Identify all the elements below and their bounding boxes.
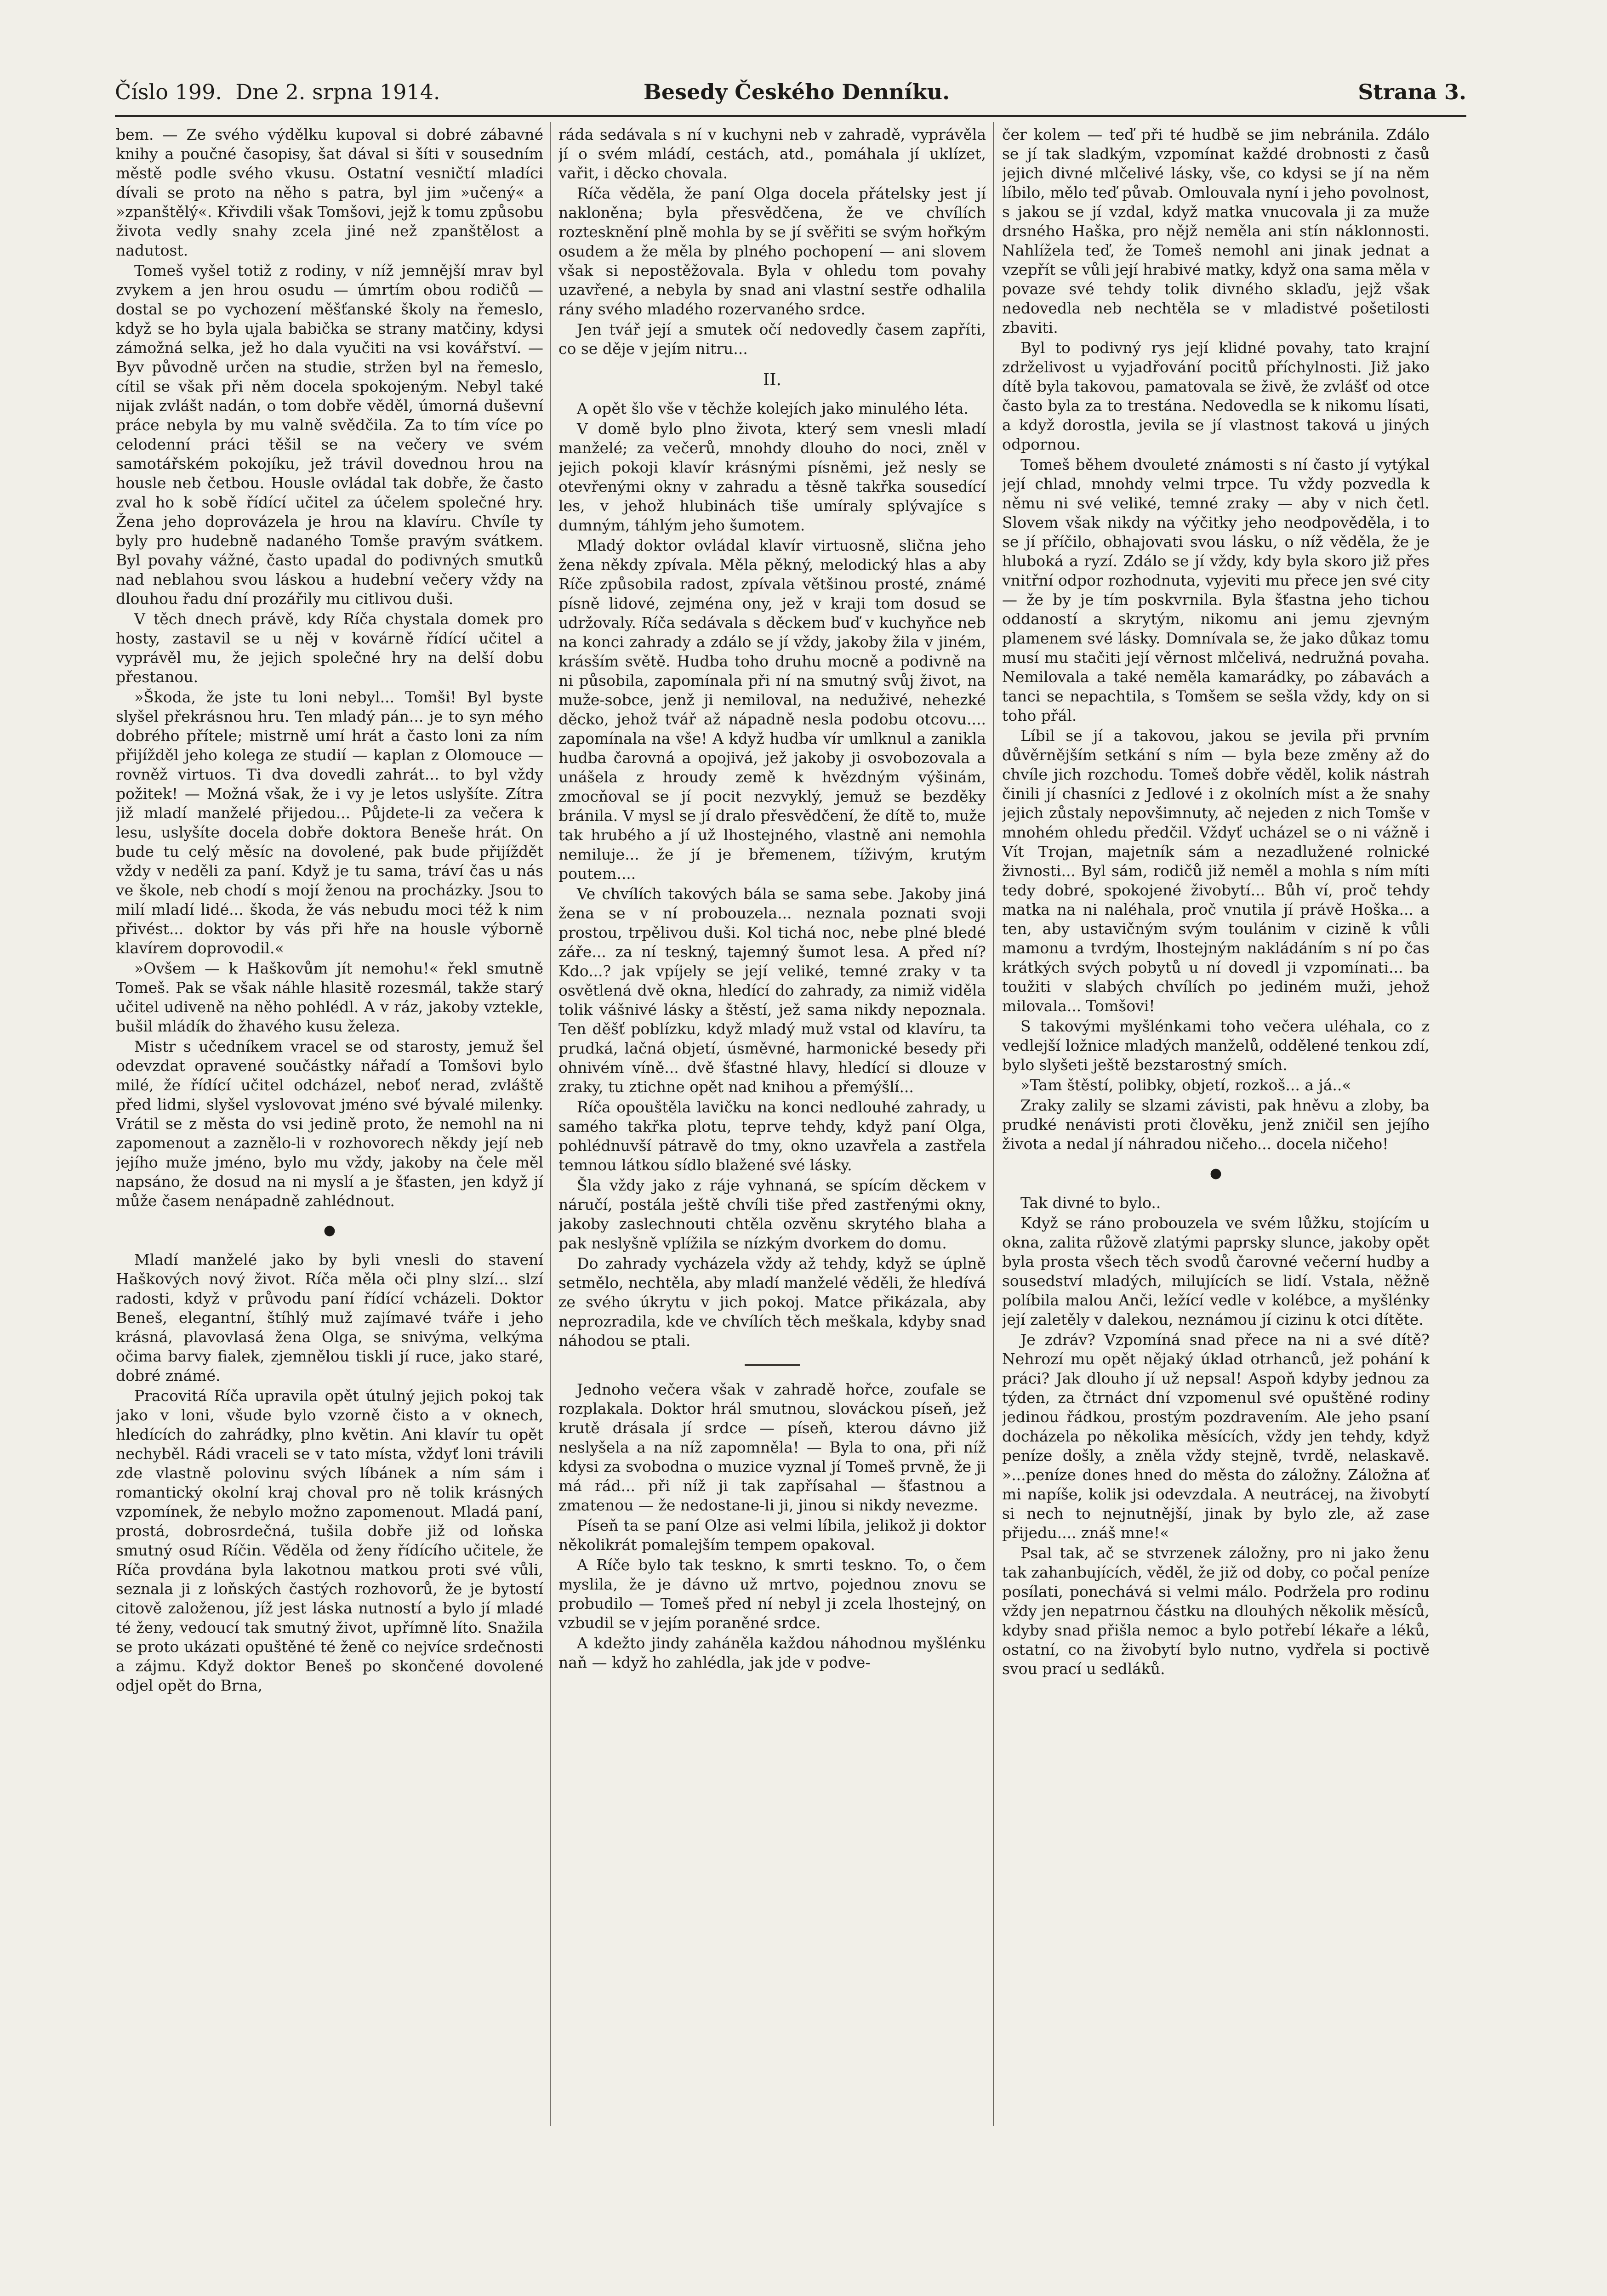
column-1 — [116, 125, 543, 1696]
paragraph: V domě bylo plno života, který sem vnesli mladí manželé; za večerů, mnohdy dlouho do noci, zněl v jejich pokoji klavír krásnými písněmi, jež nesly se otevřenými okny v zahradu a těsně takřka sousedící les, v jehož hlubinách tiše umíraly splývajíce s dumným, táhlým jeho šumotem. — [558, 420, 986, 534]
issue-date: Dne 2. srpna 1914. — [235, 80, 440, 104]
column-divider-1 — [550, 122, 551, 2126]
paragraph: Zraky zalily se slzami závisti, pak hněvu a zloby, ba prudké nenávisti proti člověku, jenž zničil sen jejího života a nedal jí náhradou ničeho... docela ničeho! — [1002, 1096, 1430, 1153]
paragraph: V těch dnech právě, kdy Ríča chystala domek pro hosty, zastavil se u něj v kovárně řídící učitel a vyprávěl mu, že jejich společné hry na delší dobu přestanou. — [116, 610, 543, 686]
page-header — [115, 74, 1466, 110]
paragraph: Líbil se jí a takovou, jakou se jevila při prvním důvěrnějším setkání s ním — byla beze změny až do chvíle jich rozchodu. Tomeš dobře věděl, kolik nástrah činili jí chasníci z Jedlové i z okolních míst a že snahy jejich zůstaly nepovšimnuty, ač nejeden z nich Tomše v mnohém ohledu předčil. Vždyť ucházel se o ni vážně i Vít Trojan, majetník sám a nezadlužené rolnické živnosti... Byl sám, rodičů již neměl a mohla s ním míti tedy dobré, spokojené živobytí... Bůh ví, proč tehdy matka na ni naléhala, proč vnutila jí právě Hoška... a ten, aby ustavičným svým toulánim v cizině k vůli mamonu a tvrdým, lhostejným nakládáním s ní po čas krátkých svých pobytů u ní dovedl ji vzpomínati... ba toužiti v slabých chvílích po jediném muži, jehož milovala... Tomšovi! — [1002, 727, 1430, 1015]
paragraph: Mladí manželé jako by byli vnesli do stavení Haškových nový život. Ríča měla oči plny slzí... slzí radosti, když v průvodu paní řídící vcházeli. Doktor Beneš, elegantní, štíhlý muž zajímavé tváře i jeho krásná, plavovlasá žena Olga, se snivýma, velkýma očima barvy fialek, zjemnělou tiskli jí ruce, jako staré, dobré známé. — [116, 1251, 543, 1384]
paragraph: Je zdráv? Vzpomíná snad přece na ni a své dítě? Nehrozí mu opět nějaký úklad otrhanců, jež pohání k práci? Jak dlouho jí už nepsal! Aspoň kdyby jednou za týden, za čtrnáct dní vzpomenul své opuštěné rodiny jedinou řádkou, prostým pozdravením. Ale jeho psaní docházela po několika měsících, vždy jen tehdy, když peníze došly, a zněla vždy stejně, tvrdě, nelaskavě. »...peníze dones hned do města do záložny. Záložna ať mi napíše, kolik jsi odevzdala. A neutrácej, na živobytí si nech to nejnutnější, jinak by bylo zle, až zase přijedu.... znáš mne!« — [1002, 1331, 1430, 1542]
paragraph: »Škoda, že jste tu loni nebyl... Tomši! Byl byste slyšel překrásnou hru. Ten mladý pán... je to syn mého dobrého přítele; mistrně umí hrát a často loni za ním přijížděl jeho kolega ze studií — kaplan z Olomouce — rovněž virtuos. Ti dva dovedli zahrát... to byl vždy požitek! — Možná však, že i vy je letos uslyšíte. Zítra již mladí manželé přijedou... Půjdete-li za večera k lesu, uslyšíte docela dobře doktora Beneše hrát. On bude tu celý měsíc na dovolené, pak bude přijíždět vždy v neděli za paní. Když je tu sama, tráví čas u nás ve škole, neb chodí s mojí ženou na procházky. Jsou to milí mladí lidé... škoda, že vás nebudu moci též k nim přivést... doktor by vás při hře na housle výborně klavírem doprovodil.« — [116, 688, 543, 957]
paragraph: ráda sedávala s ní v kuchyni neb v zahradě, vyprávěla jí o svém mládí, cestách, atd., pomáhala jí uklízet, vařit, i děcko chovala. — [558, 125, 986, 182]
paragraph: Ve chvílích takových bála se sama sebe. Jakoby jiná žena se v ní probouzela... neznala poznati svoji prostou, trpělivou duši. Kol tichá noc, nebe plné bledé záře... za ní teskný, tajemný šumot lesa. A před ní? Kdo...? jak vpíjely se její veliké, temné zraky v ta osvětlená dvě okna, hledící do zahrady, za nimiž viděla tolik vášnivé lásky a štěstí, jež sama nikdy nepoznala. Ten děšť poblízku, když mladý muž vstal od klavíru, ta prudká, lačná objetí, úsměvné, harmonické besedy při ohnivém víně... dvě šťastné hlavy, hledící si dlouze v zraky, tu ztichne opět nad knihou a přemýšlí... — [558, 885, 986, 1096]
paragraph: Mistr s učedníkem vracel se od starosty, jemuž šel odevzdat opravené součástky nářadí a Tomšovi bylo milé, že řídící učitel odcházel, neboť nerad, zvláště před lidmi, slyšel vyslovovat jméno své bývalé milenky. Vrátil se z města do vsi jedině proto, že nemohl na ni zapomenout a zaznělo-li v rozhovorech někdy její neb jejího muže jméno, bylo mu vždy, jakoby na čele měl napsáno, že dosud na ni myslí a je šťasten, jen když jí může časem nenápadně zahlédnout. — [116, 1037, 543, 1210]
paragraph: »Ovšem — k Haškovům jít nemohu!« řekl smutně Tomeš. Pak se však náhle hlasitě rozesmál, takže starý učitel udiveně na něho pohlédl. A v ráz, jakoby vztekle, bušil mládík do žhavého kusu železa. — [116, 959, 543, 1035]
section-dot: ● — [1209, 1165, 1222, 1181]
paragraph: Jen tvář její a smutek očí nedovedly časem zapříti, co se děje v jejím nitru... — [558, 320, 986, 358]
paragraph: Tak divné to bylo.. — [1020, 1194, 1161, 1212]
section-dot: ● — [323, 1222, 336, 1238]
paragraph: Ríča opouštěla lavičku na konci nedlouhé zahrady, u samého takřka plotu, teprve tehdy, když paní Olga, pohlédnuvší pátravě do tmy, okno uzavřela a zastřela temnou látkou sídlo blažené své lásky. — [558, 1098, 986, 1174]
paragraph: Píseň ta se paní Olze asi velmi líbila, jelikož ji doktor několikrát pomalejším tempem opakoval. — [558, 1516, 986, 1554]
header-rule — [115, 115, 1466, 117]
paragraph: A opět šlo vše v těchže kolejích jako minulého léta. — [577, 399, 969, 417]
paragraph: Byl to podivný rys její klidné povahy, tato krajní zdrželivost u vyjadřování pocitů příchylnosti. Již jako dítě byla takovou, pamatovala se živě, že zvlášť od otce často byla za to trestána. Nedovedla se k nikomu lísati, a když dorostla, jevila se jí vlastnost taková u jiných odpornou. — [1002, 339, 1430, 453]
paragraph: Tomeš vyšel totiž z rodiny, v níž jemnější mrav byl zvykem a jen hrou osudu — úmrtím obou rodičů — dostal se po vychození měšťanské školy na řemeslo, když se ho byla ujala babička se strany matčiny, kdysi zámožná selka, jež ho dala vyučiti na vsi kovářství. — Byv původně určen na studie, stržen byl na řemeslo, cítil se však při něm docela spokojeným. Nebyl také nijak zvlášt nadán, o tom dobře věděl, úmorná duševní práce nebyla by mu valně svědčila. Za to tím více po celodenní práci těšil se na večery ve svém samotářském pokojíku, jež trávil dovednou hrou na housle neb četbou. Housle ovládal tak dobře, že často zval ho k sobě řídící učitel za účelem společné hry. Žena jeho doprovázela je hrou na klavíru. Chvíle ty byly pro hudebně nadaného Tomše pravým svátkem. Byl povahy vážné, často upadal do podivných smutků nad neblahou svou láskou a hudební večery vždy na dlouhou řadu dní prozářily mu citlivou duši. — [116, 262, 543, 608]
page-number: Strana 3. — [1358, 80, 1466, 104]
section-separator — [745, 1364, 800, 1366]
paragraph: čer kolem — teď při té hudbě se jim nebránila. Zdálo se jí tak sladkým, vzpomínat každé drobnosti z časů jejich divné mlčelivé lásky, vše, co kdysi se jí na něm líbilo, mělo teď půvab. Omlouvala nyní i jeho povolnost, s jakou se jí vzdal, když matka vnucovala ji za muže drsného Haška, pro nějž neměla ani stín náklonnosti. Nahlížela teď, že Tomeš nemohl ani jinak jednat a vzepřít se vůli její hrabivé matky, když ona sama měla v povaze své tehdy tolik divného sklaďu, jejž však nedovedla neb nechtěla se v mladistvé pošetilosti zbaviti. — [1002, 125, 1430, 336]
paragraph: Tomeš během dvouleté známosti s ní často jí vytýkal její chlad, mnohdy velmi trpce. Tu vždy pozvedla k němu ni své veliké, temné zraky — aby v nich četl. Slovem však nikdy na výčitky jeho neodpověděla, i to se jí příčilo, obhajovati svou lásku, o níž věděla, že je hluboká a ryzí. Zdálo se jí vždy, kdy byla skoro již přes vnitřní odpor rozhodnuta, vyjeviti mu přece jen své city — že by je tím poskvrnila. Byla šťastna jeho tichou oddaností a skrytým, nikomu ani jemu zjevným plamenem své lásky. Domnívala se, že jako důkaz tomu musí mu stačiti její věrnost mlčelivá, nedružná povaha. Nemilovala a také neměla kamarádky, po zábavách a tanci se nepachtila, s Tomšem se sešla vždy, kdy on si toho přál. — [1002, 456, 1430, 724]
paragraph: Ríča věděla, že paní Olga docela přátelsky jest jí nakloněna; byla přesvědčena, že ve chvílích roztesknění plně mohla by se jí svěřiti se svým hořkým osudem a že měla by plného pochopení — ani slovem však si nepostěžovala. Byla v ohledu tom povahy uzavřené, a nebyla by snad ani vlastní sestře odhalila rány svého mladého rozervaného srdce. — [558, 184, 986, 318]
paragraph: Šla vždy jako z ráje vyhnaná, se spícím děckem v náručí, postála ještě chvíli tiše před zastřenými okny, jakoby zaslechnouti chtěla ozvěnu skrytého blaha a pak neslyšně vplížila se nízkým dvorkem do domu. — [558, 1176, 986, 1252]
column-3 — [1002, 125, 1430, 1680]
paragraph: »Tam štěstí, polibky, objetí, rozkoš... a já..« — [1020, 1076, 1351, 1094]
paragraph: Mladý doktor ovládal klavír virtuosně, slična jeho žena někdy zpívala. Měla pěkný, melodický hlas a aby Ríče způsobila radost, zpívala většinou prosté, známé písně lidové, zejména ony, jež v kraji tom dosud se udržovaly. Ríča sedávala s děckem buď v kuchyňce neb na konci zahrady a zdálo se jí vždy, jakoby žila v jiném, krásším světě. Hudba toho druhu mocně a podivně na ni působila, zapomínala při ní na smutný svůj život, na muže-sobce, jenž ji nemiloval, na neduživé, nehezké děcko, jehož tvář až nápadně nesla podobu otcovu.... zapomínala na vše! A když hudba vír umlknul a zanikla hudba čarovná a opojivá, jež jakoby ji osvobozovala a unášela z hroudy země k hvězdným výšinám, zmocňoval se jí pocit nezvyklý, jemuž se bezděky bránila. V mysl se jí dralo přesvědčení, že dítě to, muže tak hrubého a jí už lhostejného, vlastně ani nemohla nemiluje... že jí je břemenem, tíživým, krutým poutem.... — [558, 536, 986, 883]
paragraph: A kdežto jindy zaháněla každou náhodnou myšlénku naň — když ho zahlédla, jak jde v podve- — [558, 1634, 986, 1671]
paragraph: Jednoho večera však v zahradě hořce, zoufale se rozplakala. Doktor hrál smutnou, slováckou píseň, jež krutě drásala jí srdce — píseň, kterou dávno již neslyšela a na níž zapomněla! — Byla to ona, při níž kdysi za svobodna o muzice vyznal jí Tomeš prvně, že ji má rád... při níž ji tak zapřísahal — šťastnou a zmatenou — že nedostane-li ji, jinou si nikdy nevezme. — [558, 1380, 986, 1514]
issue-and-date — [115, 74, 440, 110]
paragraph: Pracovitá Ríča upravila opět útulný jejich pokoj tak jako v loni, všude bylo vzorně čisto a v oknech, hledících do zahrádky, plno květin. Ani klavír tu opět nechyběl. Rádi vraceli se v tato místa, vždyť loni trávili zde vlastně polovinu svých líbánek a ním sám i romantický okolní kraj choval pro ně tolik krásných vzpomínek, že nebylo možno zapomenout. Mladá paní, prostá, dobrosrdečná, tušila dobře již od loňska smutný osud Ríčin. Věděla od ženy řídícího učitele, že Ríča provdána byla lakotnou matkou proti své vůli, seznala ji z loňských častých rozhovorů, že je bytostí citově založenou, jíž jest láska nutností a bylo jí mladé té ženy, vedoucí tak smutný život, upřímně líto. Snažila se proto ukázati opuštěné té ženě co nejvíce srdečnosti a zájmu. Když doktor Beneš po skončené dovolené odjel opět do Brna, — [116, 1387, 543, 1694]
column-divider-2 — [993, 122, 994, 2126]
paragraph: A Ríče bylo tak teskno, k smrti teskno. To, o čem myslila, že je dávno už mrtvo, pojednou znovu se probudilo — Tomeš před ní nebyl ji zcela lhostejný, on vzbudil se v jejím poraněné srdce. — [558, 1556, 986, 1632]
chapter-heading: II. — [763, 370, 781, 389]
paragraph: S takovými myšlénkami toho večera uléhala, co z vedlejší ložnice mladých manželů, oddělené tenkou zdí, bylo slyšeti ještě bezstarostný smích. — [1002, 1017, 1430, 1074]
paragraph: Když se ráno probouzela ve svém lůžku, stojícím u okna, zalita růžově zlatými paprsky slunce, jakoby opět byla prosta všech těch svodů čarovné večerní hudby a sousedství mladých, milujících se lidí. Vstala, něžně políbila malou Anči, ležící vedle v kolébce, a myšlénky její zaletěly v dalekou, neznámou jí cizinu k otci dítěte. — [1002, 1214, 1430, 1328]
paragraph: bem. — Ze svého výdělku kupoval si dobré zábavné knihy a poučné časopisy, šat dával si šíti v sousedním městě podle svého vkusu. Ostatní vesničtí mladíci dívali se proto na něho s patra, byl jim »učený« a »zpanštělý«. Křivdili však Tomšovi, jejž k tomu způsobu života vedly snahy zcela jiné než zpanštělost a nadutost. — [116, 125, 543, 259]
column-2 — [558, 125, 986, 1673]
paragraph: Psal tak, ač se stvrzenek záložny, pro ni jako ženu tak zahanbujících, věděl, že již od doby, co počal peníze posílati, ponechává si velmi málo. Podržela pro rodinu vždy jen nepatrnou částku na dlouhých několik měsíců, kdyby snad přišla nemoc a bylo potřebí lékaře a léků, ostatní, co na živobytí bylo nutno, vydřela si poctivě svou prací u sedláků. — [1002, 1544, 1430, 1678]
issue-number: Číslo 199. — [115, 80, 222, 104]
paragraph: Do zahrady vycházela vždy až tehdy, když se úplně setmělo, nechtěla, aby mladí manželé věděli, že hledívá ze svého úkrytu v jich pokoj. Matce přikázala, aby neprozradila, kde ve chvílích těch meškala, kdyby snad náhodou se ptali. — [558, 1254, 986, 1350]
paper-title: Besedy Českého Denníku. — [644, 80, 950, 104]
